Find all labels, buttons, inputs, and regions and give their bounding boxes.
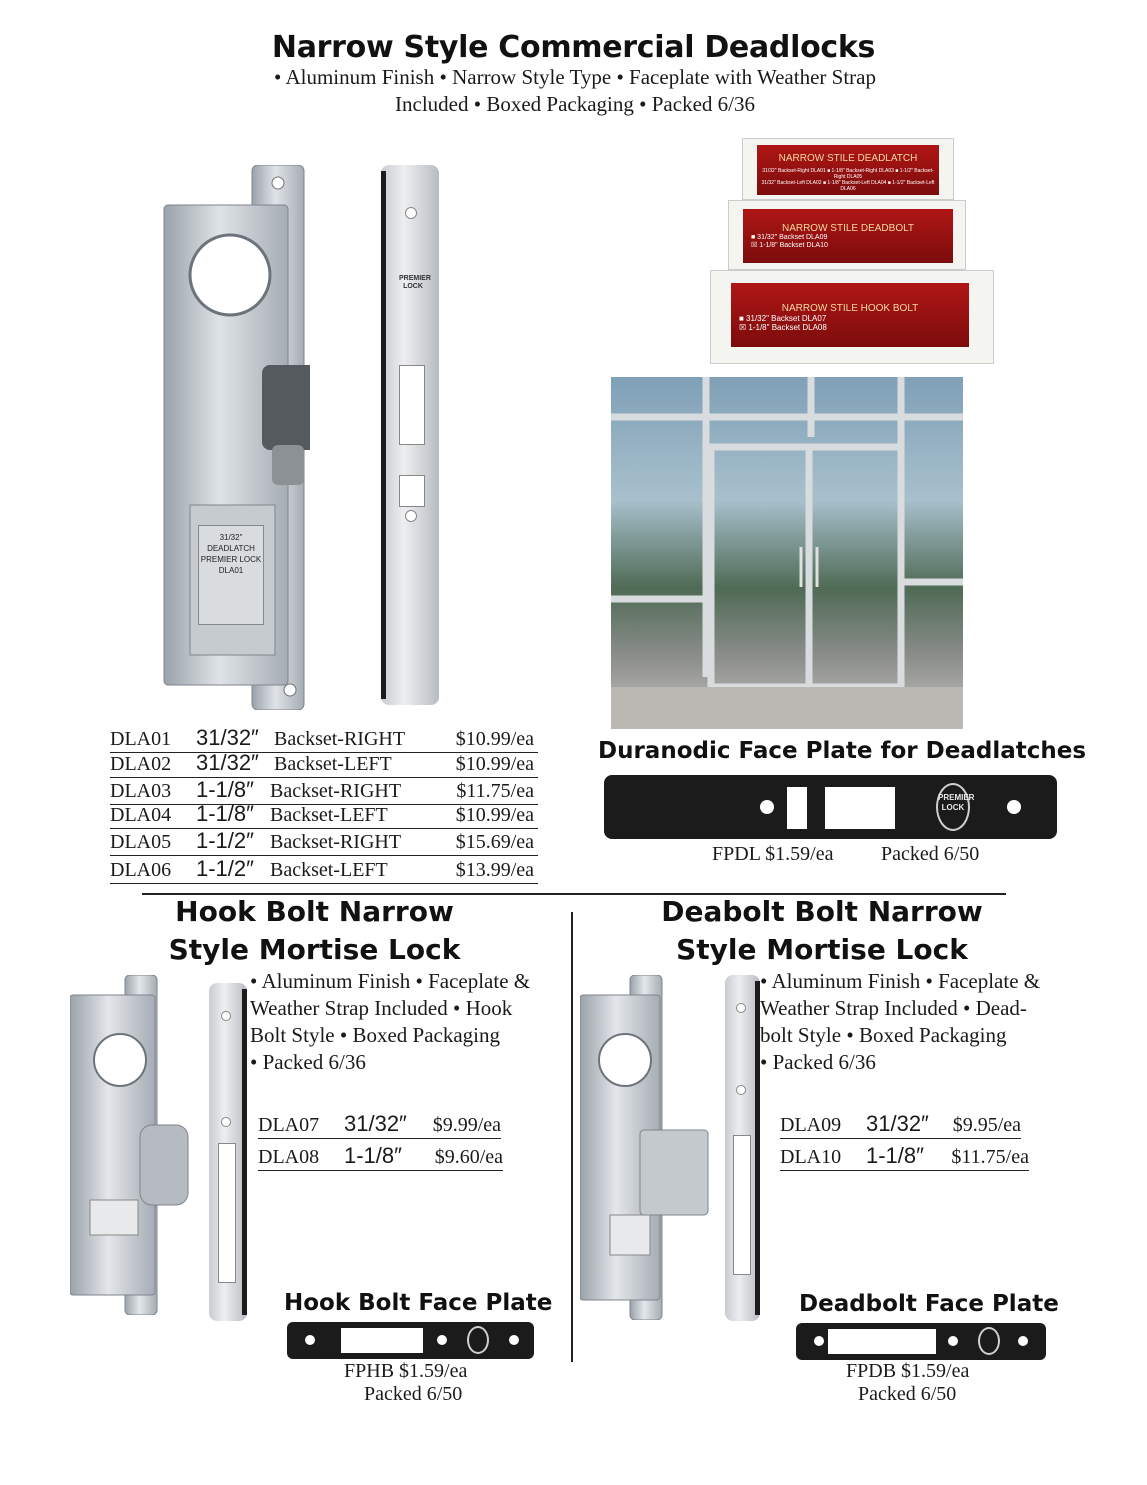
label-line: 31/32" DEADLATCH xyxy=(207,533,255,553)
product-price: $9.95/ea xyxy=(952,1114,1021,1136)
product-code: DLA04 xyxy=(110,804,172,826)
price-row xyxy=(110,725,538,753)
deadbolt-title xyxy=(652,893,992,969)
box-line: 31/32" Backset-Right DLA01 ■ 1-1/8" Backset-Right DLA03 ■ 1-1/2" Backset-Right DLA05 xyxy=(762,168,934,180)
vertical-divider xyxy=(571,912,573,1362)
product-price: $11.75/ea xyxy=(456,780,534,802)
product-desc: Backset-RIGHT xyxy=(274,728,406,750)
product-price: $10.99/ea xyxy=(455,804,534,826)
product-size: 31/32″ xyxy=(866,1111,929,1136)
hook-bolt-price-row xyxy=(258,1113,501,1139)
deadbolt-plate-title: Deadbolt Face Plate xyxy=(799,1291,1059,1317)
premier-lock-logo: PREMIER LOCK xyxy=(936,783,970,831)
box-line: ■ 31/32" Backset DLA07 xyxy=(739,314,827,323)
product-price: $13.99/ea xyxy=(455,859,534,881)
price-row xyxy=(110,856,538,884)
deadbolt-plate-price: FPDB $1.59/ea xyxy=(846,1360,970,1382)
deadlatch-faceplate-image xyxy=(381,165,439,705)
product-desc: Backset-RIGHT xyxy=(270,831,402,853)
product-size: 31/32″ xyxy=(344,1111,407,1136)
box-line: 31/32" Backset-Left DLA02 ■ 1-1/8" Backset-Left DLA04 ■ 1-1/2" Backset-Left DLA06 xyxy=(761,180,935,192)
product-price: $9.60/ea xyxy=(434,1146,503,1168)
intro-line: • Aluminum Finish • Narrow Style Type • Faceplate with Weather Strap xyxy=(274,65,876,89)
product-size: 1-1/2″ xyxy=(196,856,254,881)
product-code: DLA07 xyxy=(258,1114,320,1136)
premier-lock-logo xyxy=(467,1326,489,1354)
duranodic-title: Duranodic Face Plate for Deadlatches xyxy=(598,738,1087,764)
product-code: DLA10 xyxy=(780,1146,842,1168)
product-size: 31/32″ xyxy=(196,725,259,750)
premier-lock-logo xyxy=(978,1327,1000,1355)
title-line: Deabolt Bolt Narrow xyxy=(661,895,983,928)
storefront-door-photo xyxy=(611,377,963,729)
duranodic-price: FPDL $1.59/ea xyxy=(712,843,834,865)
product-code: DLA03 xyxy=(110,780,172,802)
bullet-line: bolt Style • Boxed Packaging xyxy=(760,1023,1007,1047)
duranodic-packed: Packed 6/50 xyxy=(881,843,980,865)
bullet-line: Bolt Style • Boxed Packaging xyxy=(250,1023,501,1047)
bullet-line: • Packed 6/36 xyxy=(760,1050,876,1074)
hook-bolt-plate-title: Hook Bolt Face Plate xyxy=(284,1290,553,1316)
product-size: 1-1/2″ xyxy=(196,828,254,853)
hook-bolt-bullets xyxy=(250,968,560,1076)
lock-label-plate xyxy=(198,525,264,625)
product-price: $9.99/ea xyxy=(432,1114,501,1136)
deadbolt-plate-packed: Packed 6/50 xyxy=(858,1383,957,1405)
box-label: NARROW STILE DEADLATCH xyxy=(778,153,918,164)
packaging-boxes-image xyxy=(710,138,994,364)
price-row xyxy=(110,801,538,829)
label-line: DLA01 xyxy=(218,566,244,575)
bullet-line: Weather Strap Included • Dead- xyxy=(760,996,1027,1020)
hook-bolt-plate-price: FPHB $1.59/ea xyxy=(344,1360,468,1382)
product-desc: Backset-LEFT xyxy=(270,859,388,881)
product-code: DLA08 xyxy=(258,1146,320,1168)
deadbolt-price-row xyxy=(780,1113,1021,1139)
deadbolt-price-row xyxy=(780,1145,1029,1171)
product-code: DLA05 xyxy=(110,831,172,853)
hook-bolt-faceplate-black-image xyxy=(287,1322,534,1359)
intro-bullets xyxy=(230,64,920,118)
hook-bolt-plate-packed: Packed 6/50 xyxy=(364,1383,463,1405)
faceplate-logo: PREMIER LOCK xyxy=(399,275,431,290)
product-size: 31/32″ xyxy=(196,750,259,775)
deadbolt-faceplate-image xyxy=(725,975,760,1321)
product-price: $10.99/ea xyxy=(455,753,534,775)
price-row xyxy=(110,828,538,856)
product-size: 1-1/8″ xyxy=(866,1143,924,1168)
box-label: NARROW STILE HOOK BOLT xyxy=(781,303,919,314)
box-line: ■ 31/32" Backset DLA09 xyxy=(751,234,828,241)
product-price: $15.69/ea xyxy=(455,831,534,853)
product-desc: Backset-LEFT xyxy=(274,753,392,775)
bullet-line: • Packed 6/36 xyxy=(250,1050,366,1074)
product-desc: Backset-LEFT xyxy=(270,804,388,826)
box-line: ☒ 1-1/8" Backset DLA10 xyxy=(751,242,828,249)
deadbolt-faceplate-black-image xyxy=(796,1323,1046,1360)
price-row xyxy=(110,750,538,778)
product-code: DLA01 xyxy=(110,728,172,750)
title-line: Style Mortise Lock xyxy=(168,933,461,966)
box-label: NARROW STILE DEADBOLT xyxy=(781,223,915,234)
product-desc: Backset-RIGHT xyxy=(270,780,402,802)
deadbolt-lock-image xyxy=(580,975,710,1320)
hook-bolt-title xyxy=(152,893,477,969)
deadlatch-image xyxy=(160,165,310,710)
product-size: 1-1/8″ xyxy=(344,1143,402,1168)
box-line: ☒ 1-1/8" Backset DLA08 xyxy=(739,323,827,332)
product-size: 1-1/8″ xyxy=(196,801,254,826)
deadbolt-bullets xyxy=(760,968,1070,1076)
hook-bolt-faceplate-image xyxy=(209,983,247,1321)
title-line: Style Mortise Lock xyxy=(676,933,968,966)
page-title: Narrow Style Commercial Deadlocks xyxy=(271,30,876,65)
price-row xyxy=(110,777,538,805)
bullet-line: • Aluminum Finish • Faceplate & xyxy=(250,969,531,993)
bullet-line: Weather Strap Included • Hook xyxy=(250,996,513,1020)
bullet-line: • Aluminum Finish • Faceplate & xyxy=(760,969,1041,993)
product-size: 1-1/8″ xyxy=(196,777,254,802)
product-price: $10.99/ea xyxy=(455,728,534,750)
hook-bolt-lock-image xyxy=(70,975,200,1315)
hook-bolt-price-row xyxy=(258,1145,503,1171)
product-code: DLA06 xyxy=(110,859,172,881)
product-code: DLA02 xyxy=(110,753,172,775)
title-line: Hook Bolt Narrow xyxy=(175,895,454,928)
intro-line: Included • Boxed Packaging • Packed 6/36 xyxy=(395,92,755,116)
duranodic-faceplate-image xyxy=(604,775,1057,839)
product-code: DLA09 xyxy=(780,1114,842,1136)
product-price: $11.75/ea xyxy=(951,1146,1029,1168)
label-line: PREMIER LOCK xyxy=(200,555,262,564)
